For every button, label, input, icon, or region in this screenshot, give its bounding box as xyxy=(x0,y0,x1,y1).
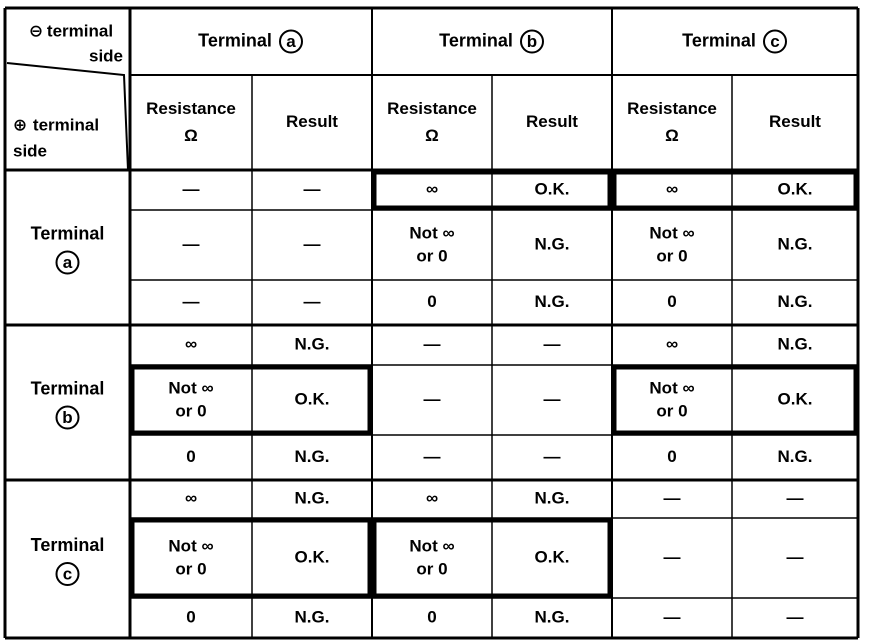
result-value: O.K. xyxy=(294,389,330,409)
resistance-value: Not ∞ xyxy=(168,378,214,398)
resistance-value: 0 xyxy=(427,607,437,627)
column-header-letter: c xyxy=(770,31,780,51)
result-header: Result xyxy=(769,111,821,131)
resistance-value: — xyxy=(182,234,200,254)
resistance-value: 0 xyxy=(667,291,677,311)
resistance-value: or 0 xyxy=(175,401,207,421)
result-value: N.G. xyxy=(534,488,570,508)
resistance-value: ∞ xyxy=(184,488,198,508)
result-value: N.G. xyxy=(294,334,330,354)
row-group-letter: c xyxy=(62,564,73,584)
result-value: N.G. xyxy=(534,607,570,627)
result-value: — xyxy=(543,389,561,409)
positive-terminal-symbol: ⊕ xyxy=(12,115,28,135)
resistance-value: — xyxy=(663,607,681,627)
ok-highlight-box xyxy=(614,367,856,433)
resistance-value: ∞ xyxy=(425,488,439,508)
result-value: N.G. xyxy=(534,291,570,311)
result-value: N.G. xyxy=(534,234,570,254)
result-value: — xyxy=(543,334,561,354)
negative-terminal-symbol: ⊖ xyxy=(28,21,44,41)
result-value: O.K. xyxy=(294,547,330,567)
resistance-value: or 0 xyxy=(656,246,688,266)
row-group-letter: b xyxy=(62,407,73,427)
result-value: — xyxy=(786,607,804,627)
resistance-header: Resistance xyxy=(387,98,477,118)
resistance-value: — xyxy=(423,389,441,409)
row-group-terminal: Terminal xyxy=(30,223,105,244)
resistance-value: 0 xyxy=(186,607,196,627)
positive-side-label: side xyxy=(12,141,48,161)
result-value: N.G. xyxy=(777,446,813,466)
resistance-value: ∞ xyxy=(425,179,439,199)
resistance-value: Not ∞ xyxy=(409,536,455,556)
result-header: Result xyxy=(286,111,338,131)
result-value: O.K. xyxy=(777,179,813,199)
resistance-value: or 0 xyxy=(416,246,448,266)
result-value: — xyxy=(303,291,321,311)
result-value: N.G. xyxy=(777,334,813,354)
result-value: N.G. xyxy=(777,291,813,311)
resistance-value: 0 xyxy=(667,446,677,466)
row-group-terminal: Terminal xyxy=(30,534,105,555)
result-value: N.G. xyxy=(294,607,330,627)
result-value: O.K. xyxy=(777,389,813,409)
result-value: N.G. xyxy=(777,234,813,254)
resistance-header: Resistance xyxy=(627,98,717,118)
resistance-value: — xyxy=(182,179,200,199)
resistance-value: Not ∞ xyxy=(649,378,695,398)
result-value: — xyxy=(543,446,561,466)
ok-highlight-box xyxy=(132,367,370,433)
resistance-value: — xyxy=(423,446,441,466)
negative-terminal-label: terminal xyxy=(46,21,114,41)
resistance-value: 0 xyxy=(186,446,196,466)
resistance-header: Resistance xyxy=(146,98,236,118)
resistance-value: — xyxy=(182,291,200,311)
resistance-value: ∞ xyxy=(665,334,679,354)
resistance-value: Not ∞ xyxy=(409,223,455,243)
column-header-terminal: Terminal xyxy=(439,30,513,51)
resistance-value: — xyxy=(663,488,681,508)
resistance-value: ∞ xyxy=(665,179,679,199)
result-value: N.G. xyxy=(294,488,330,508)
row-group-terminal: Terminal xyxy=(30,378,105,399)
resistance-value: — xyxy=(423,334,441,354)
result-value: — xyxy=(786,488,804,508)
result-value: O.K. xyxy=(534,179,570,199)
resistance-value: 0 xyxy=(427,291,437,311)
resistance-value: or 0 xyxy=(416,559,448,579)
ohm-unit-label: Ω xyxy=(425,125,439,145)
result-value: — xyxy=(303,234,321,254)
ok-highlight-box xyxy=(614,172,856,208)
resistance-value: or 0 xyxy=(656,401,688,421)
resistance-value: Not ∞ xyxy=(649,223,695,243)
resistance-value: Not ∞ xyxy=(168,536,214,556)
row-group-letter: a xyxy=(62,252,73,272)
ok-highlight-box xyxy=(132,520,370,596)
column-header-terminal: Terminal xyxy=(198,30,272,51)
column-header-terminal: Terminal xyxy=(682,30,756,51)
ohm-unit-label: Ω xyxy=(665,125,679,145)
resistance-value: or 0 xyxy=(175,559,207,579)
resistance-value: — xyxy=(663,547,681,567)
column-header-letter: a xyxy=(286,31,296,51)
ok-highlight-boxes xyxy=(132,172,856,596)
ohm-unit-label: Ω xyxy=(184,125,198,145)
result-value: N.G. xyxy=(294,446,330,466)
result-value: O.K. xyxy=(534,547,570,567)
column-header-letter: b xyxy=(526,31,538,51)
resistance-value: ∞ xyxy=(184,334,198,354)
negative-side-label: side xyxy=(88,46,124,66)
result-header: Result xyxy=(526,111,578,131)
result-value: — xyxy=(303,179,321,199)
result-value: — xyxy=(786,547,804,567)
positive-terminal-label: terminal xyxy=(32,115,100,135)
